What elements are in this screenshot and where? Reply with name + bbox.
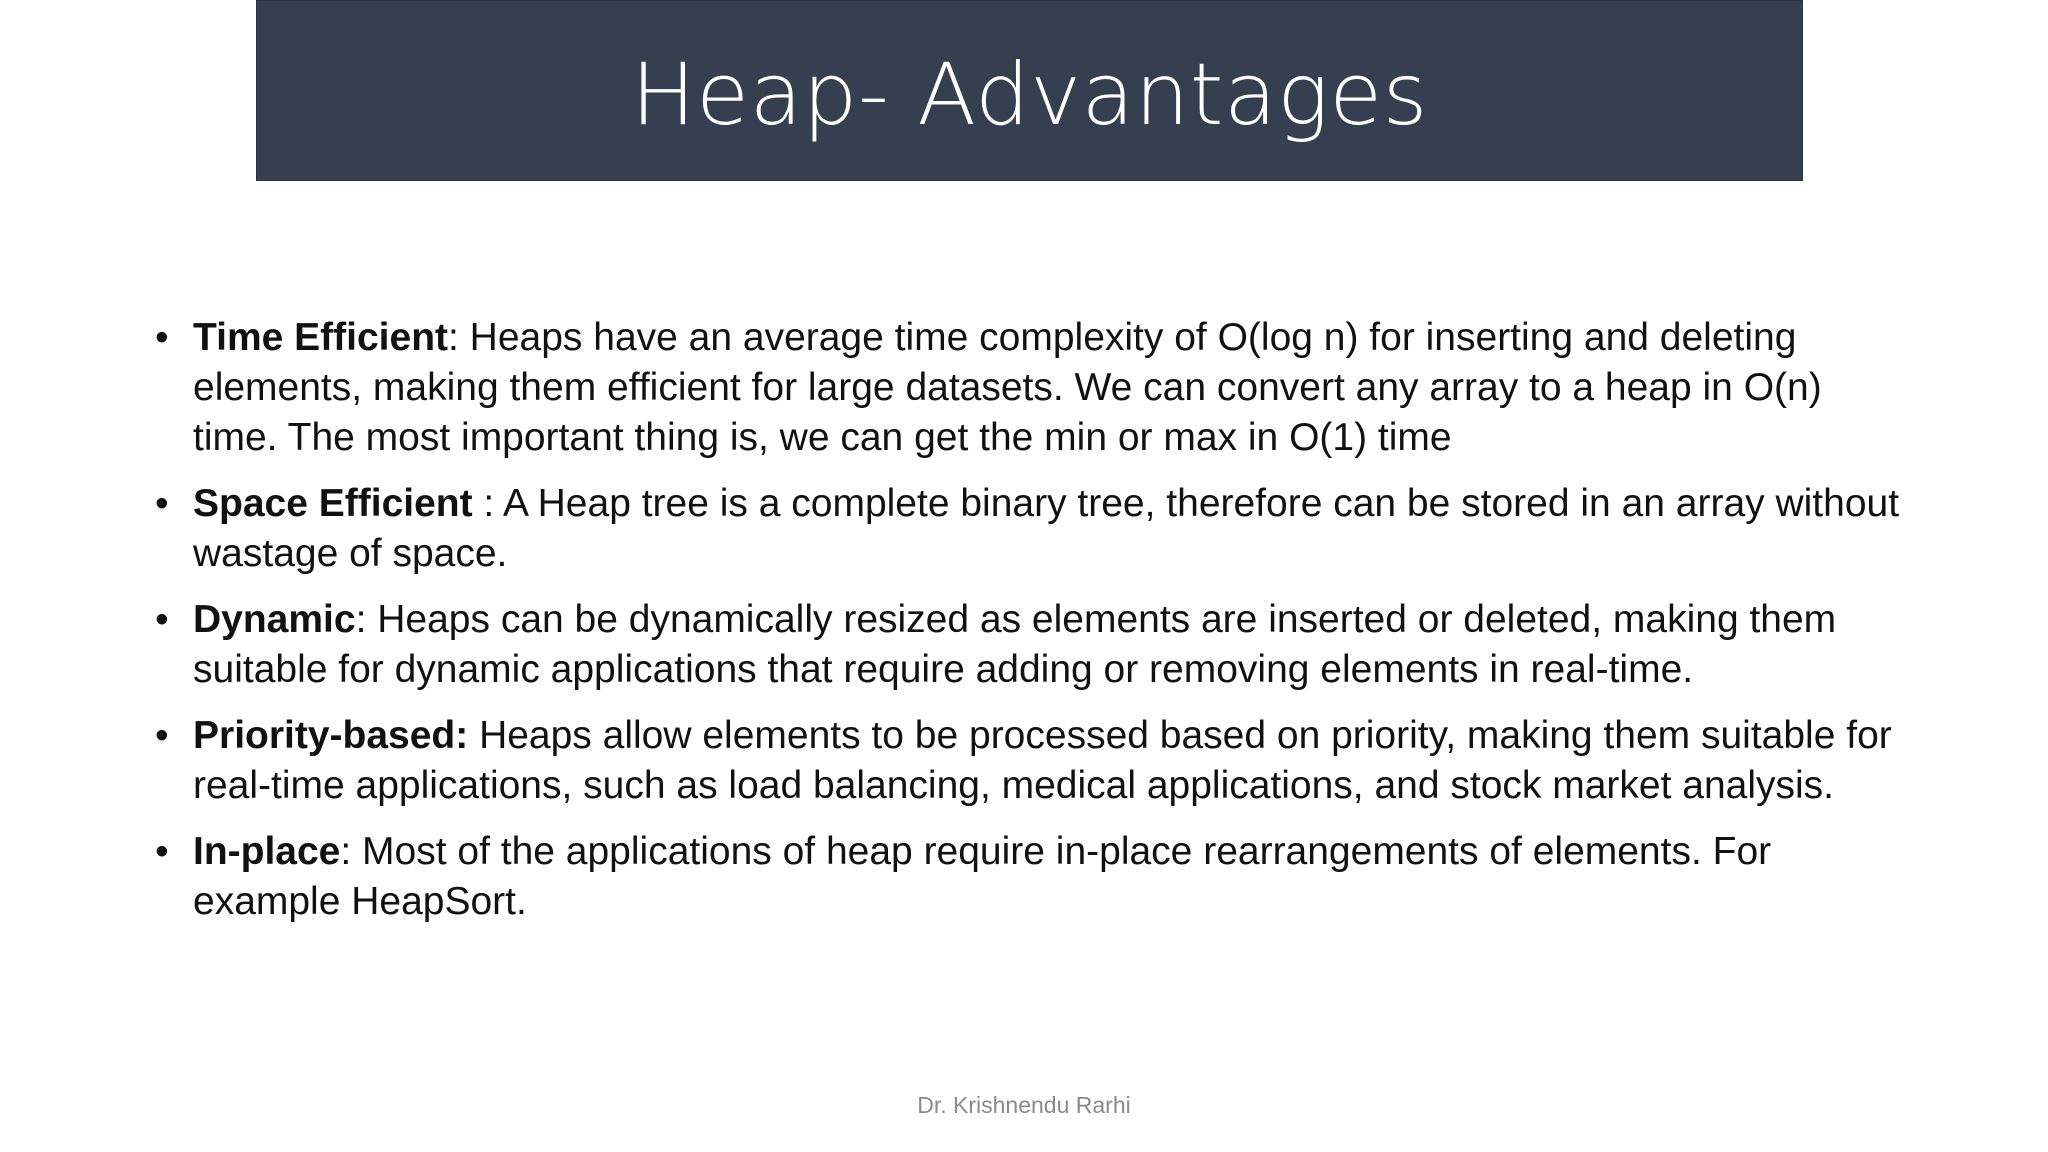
bullet-term: Time Efficient (193, 316, 449, 359)
bullet-term: In-place (193, 830, 341, 873)
bullet-dot-icon: • (155, 316, 169, 359)
bullet-term: Priority-based: (193, 714, 469, 757)
bullet-item-in-place (155, 827, 1915, 927)
bullet-list (155, 313, 1915, 943)
bullet-term: Dynamic (193, 598, 356, 641)
bullet-dot-icon: • (155, 598, 169, 641)
bullet-item-space-efficient (155, 479, 1915, 579)
bullet-item-dynamic (155, 595, 1915, 695)
footer-author: Dr. Krishnendu Rarhi (917, 1092, 1131, 1118)
bullet-item-time-efficient (155, 313, 1915, 463)
bullet-term: Space Efficient (193, 482, 473, 525)
bullet-item-priority-based (155, 711, 1915, 811)
bullet-text: : A Heap tree is a complete binary tree, therefore can be stored in an array without wastage of space. (193, 482, 1900, 575)
bullet-dot-icon: • (155, 830, 169, 873)
bullet-dot-icon: • (155, 482, 169, 525)
bullet-text: : Heaps have an average time complexity of O(log n) for inserting and deleting elements, making them efficient for large datasets. We can convert any array to a heap in O(n) time. The most important thing is, we can get the min or max in O(1) time (193, 316, 1822, 459)
bullet-text: : Most of the applications of heap require in-place rearrangements of elements. For example HeapSort. (193, 830, 1772, 923)
slide-title: Heap- Advantages (631, 44, 1428, 145)
bullet-text: Heaps allow elements to be processed based on priority, making them suitable for real-time applications, such as load balancing, medical applications, and stock market analysis. (193, 714, 1892, 807)
title-bar (256, 0, 1803, 181)
bullet-dot-icon: • (155, 714, 169, 757)
bullet-text: : Heaps can be dynamically resized as elements are inserted or deleted, making them suitable for dynamic applications that require adding or removing elements in real-time. (193, 598, 1837, 691)
